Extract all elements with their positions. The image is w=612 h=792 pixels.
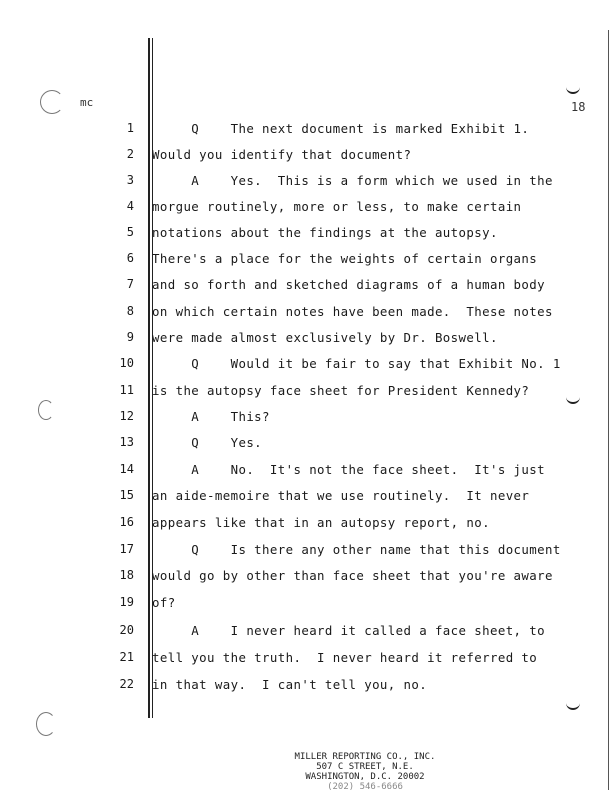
line-text: appears like that in an autopsy report, no.	[152, 515, 490, 530]
line-number: 10	[119, 356, 134, 370]
footer-company: MILLER REPORTING CO., INC.	[294, 752, 436, 762]
footer-city: WASHINGTON, D.C. 20002	[305, 772, 425, 782]
check-mark-icon	[566, 84, 580, 94]
right-edge-line	[608, 30, 609, 790]
line-number: 18	[119, 568, 134, 582]
line-number: 20	[119, 623, 134, 637]
margin-rule-outer	[148, 38, 150, 718]
line-number: 1	[126, 121, 134, 135]
line-text: Q Would it be fair to say that Exhibit No. 1	[152, 356, 561, 371]
line-number: 22	[119, 677, 134, 691]
line-number: 7	[126, 277, 134, 291]
line-text: of?	[152, 595, 176, 610]
line-text: an aide-memoire that we use routinely. It never	[152, 488, 530, 503]
footer-street: 507 C STREET, N.E.	[316, 762, 414, 772]
line-number: 19	[119, 595, 134, 609]
line-number: 12	[119, 409, 134, 423]
line-number: 3	[126, 173, 134, 187]
line-text: A No. It's not the face sheet. It's just	[152, 462, 545, 477]
line-text: A Yes. This is a form which we used in the	[152, 173, 553, 188]
line-number: 13	[119, 435, 134, 449]
line-number: 17	[119, 542, 134, 556]
line-number: 4	[126, 199, 134, 213]
line-number: 15	[119, 488, 134, 502]
line-number: 14	[119, 462, 134, 476]
line-text: Q Is there any other name that this document	[152, 542, 561, 557]
line-text: in that way. I can't tell you, no.	[152, 677, 428, 692]
line-text: and so forth and sketched diagrams of a human body	[152, 277, 545, 292]
line-number: 8	[126, 304, 134, 318]
line-number: 6	[126, 251, 134, 265]
line-text: Would you identify that document?	[152, 147, 412, 162]
check-mark-icon	[566, 394, 580, 404]
margin-rule-inner	[152, 38, 153, 718]
reporter-initials: mc	[80, 96, 94, 109]
line-number: 21	[119, 650, 134, 664]
line-text: on which certain notes have been made. These notes	[152, 304, 553, 319]
punch-hole-bottom	[36, 712, 56, 736]
check-mark-icon	[566, 700, 580, 710]
page-number: 18	[571, 100, 586, 114]
line-number: 2	[126, 147, 134, 161]
line-number: 16	[119, 515, 134, 529]
line-text: A I never heard it called a face sheet, to	[152, 623, 545, 638]
line-number: 9	[126, 330, 134, 344]
line-text: notations about the findings at the autopsy.	[152, 225, 498, 240]
line-text: tell you the truth. I never heard it referred to	[152, 650, 538, 665]
line-text: were made almost exclusively by Dr. Boswell.	[152, 330, 498, 345]
line-text: morgue routinely, more or less, to make certain	[152, 199, 522, 214]
punch-hole-middle	[38, 400, 54, 420]
line-text: A This?	[152, 409, 270, 424]
footer-phone: (202) 546-6666	[327, 782, 403, 792]
line-text: Q Yes.	[152, 435, 263, 450]
line-text: There's a place for the weights of certain organs	[152, 251, 538, 266]
line-text: would go by other than face sheet that you're aware	[152, 568, 553, 583]
line-number: 5	[126, 225, 134, 239]
line-text: is the autopsy face sheet for President Kennedy?	[152, 383, 530, 398]
punch-hole-top	[40, 90, 64, 114]
line-number: 11	[119, 383, 134, 397]
line-text: Q The next document is marked Exhibit 1.	[152, 121, 530, 136]
